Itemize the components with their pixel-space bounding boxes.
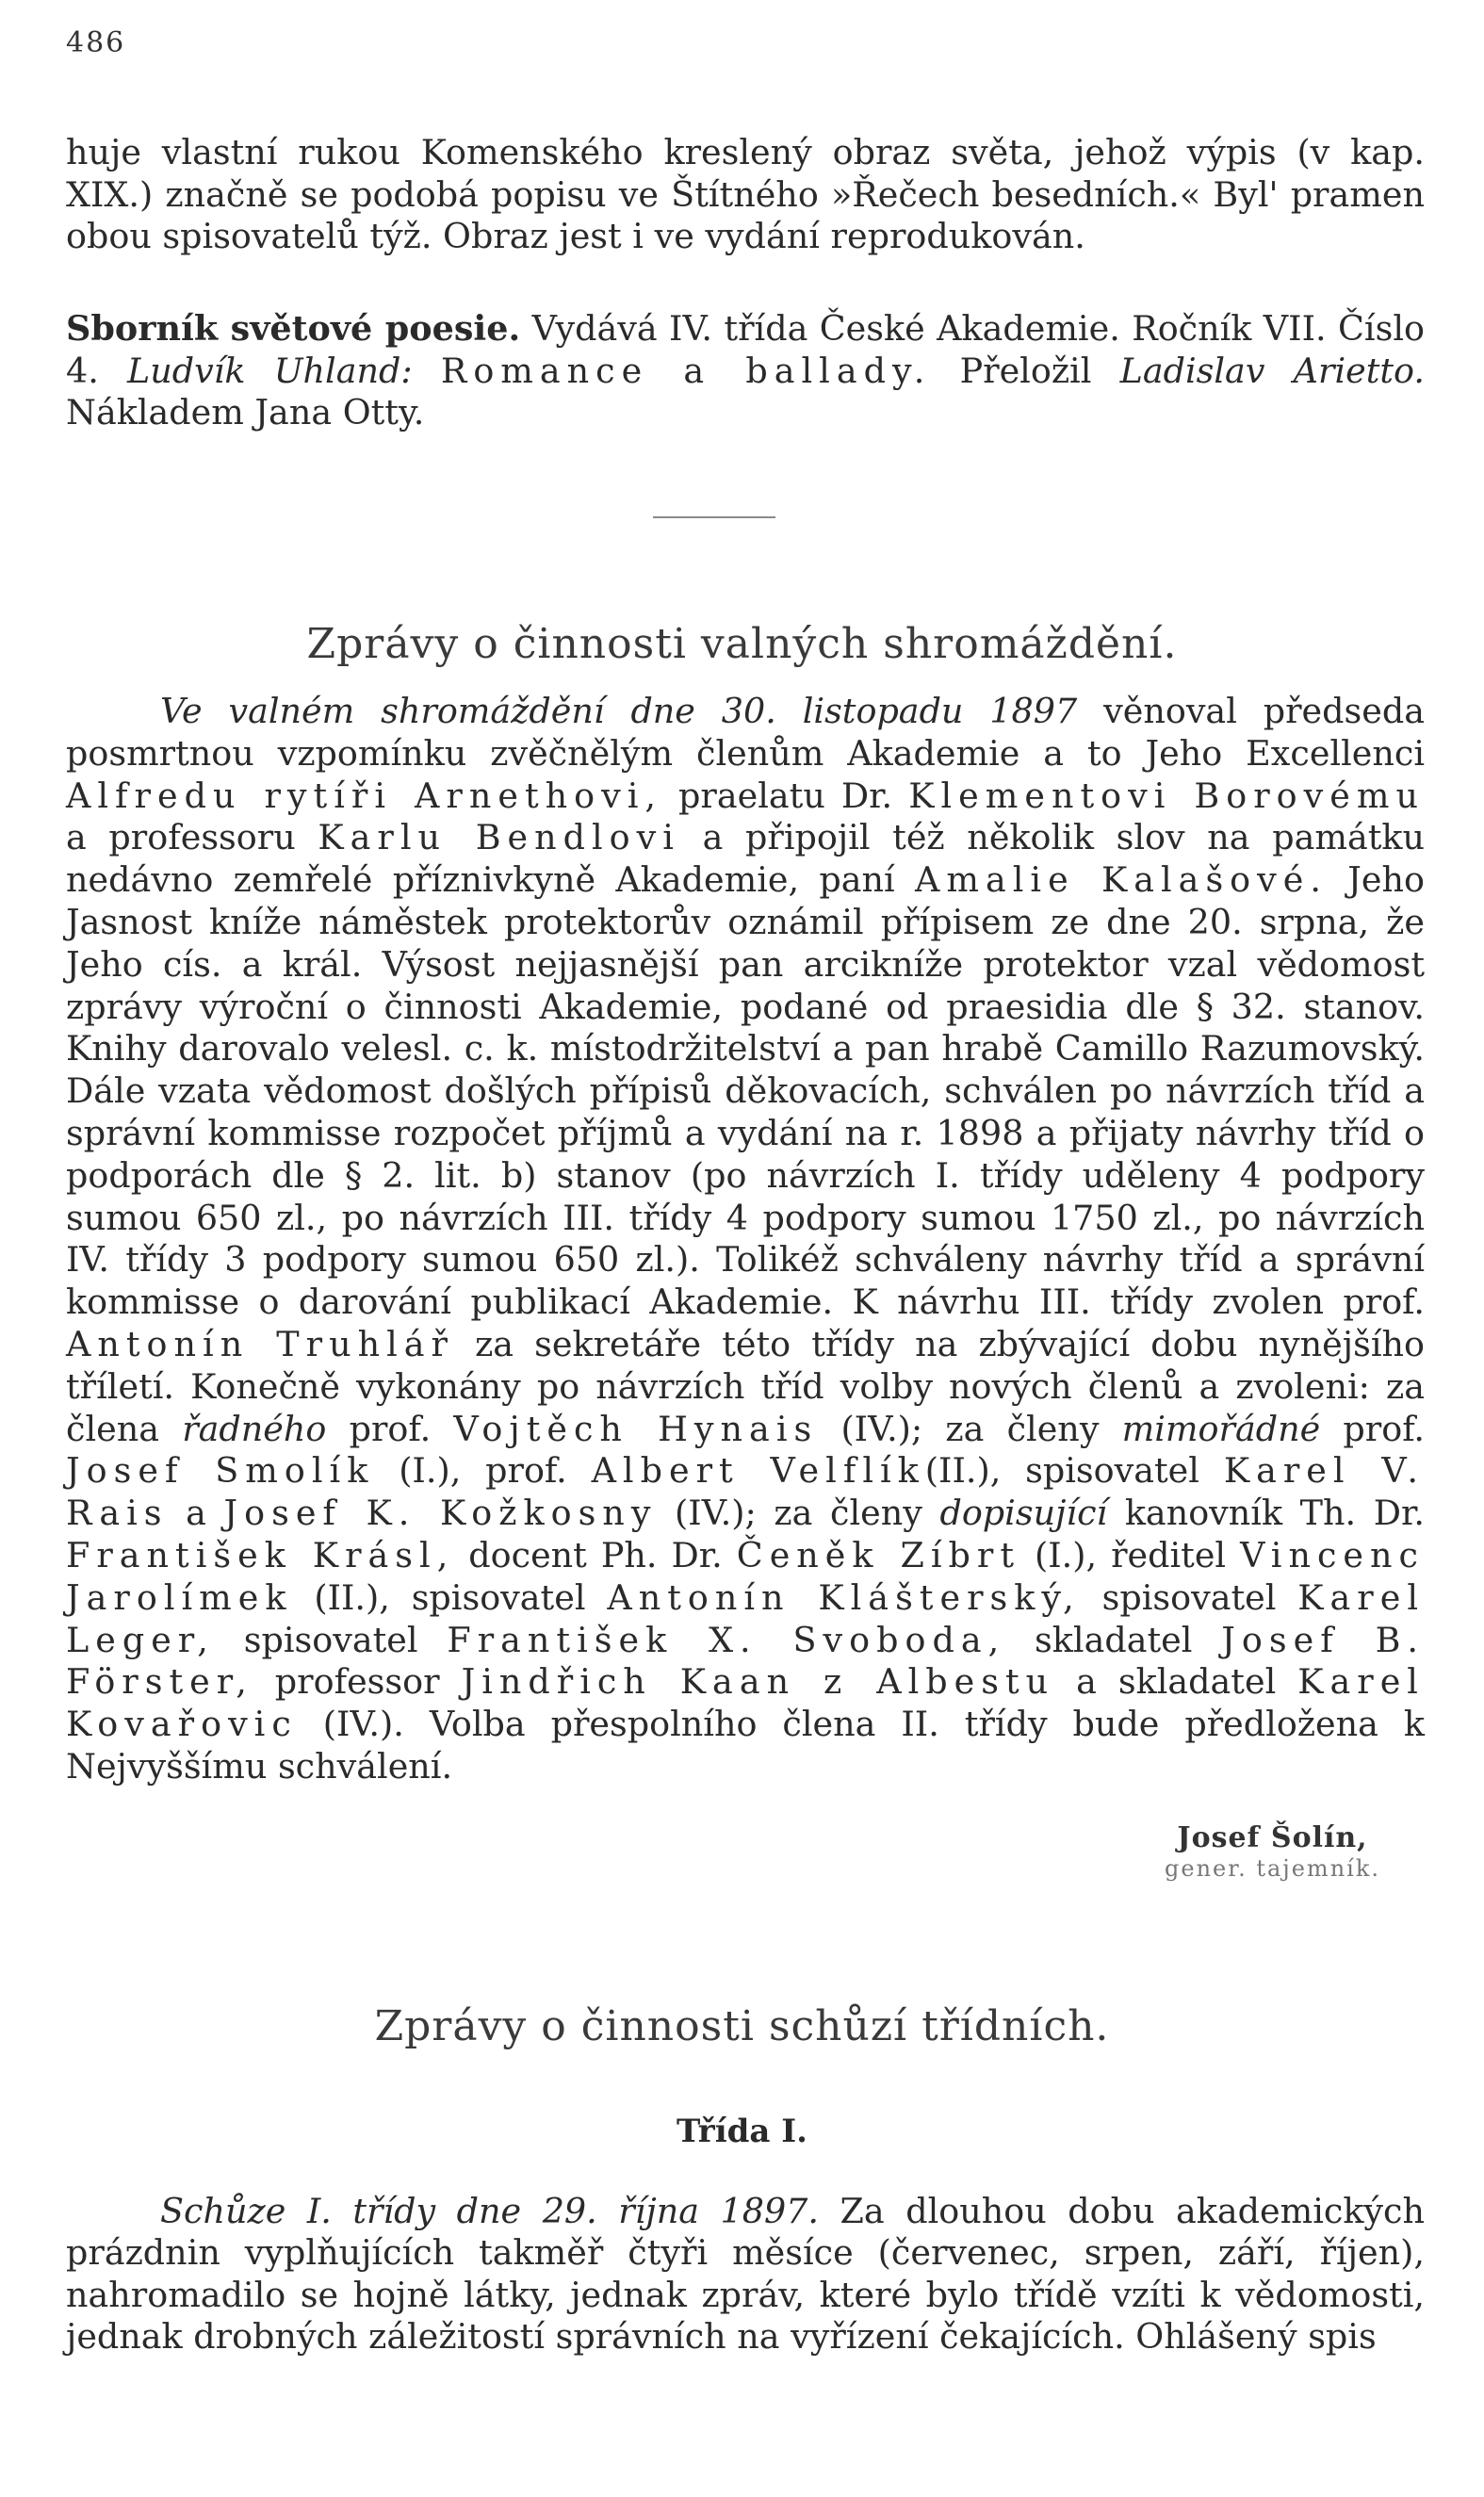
text-span: spisovatel <box>1101 1576 1277 1618</box>
person-name: Karel Leger, <box>66 1576 1426 1660</box>
member-category: dopisující <box>939 1493 1108 1534</box>
text-span: věnoval předseda posmrtnou vzpomínku zvěčnělým členům Akademie a to Jeho Excellenci <box>66 691 1425 774</box>
text-span: skladatel <box>1035 1619 1193 1660</box>
text-span: prof. <box>349 1408 432 1449</box>
text-span: Za dlouhou dobu akademických prázdnin vyplňujících takměř čtyři měsíce (červenec, srpen, září, říjen), nahromadilo se hojně látky, jednak zpráv, které bylo třídě vzíti k vědomosti, jednak drobných záležitostí správních na vyřízení čekajících. Ohlášený spis <box>66 2191 1426 2358</box>
person-name: Jindřich Kaan z Albestu <box>461 1661 1055 1703</box>
sbornik-text-3: Nákladem Jana Otty. <box>66 392 425 433</box>
paragraph-valne-shromazdeni <box>66 691 1425 1788</box>
paragraph-sbornik <box>66 308 1425 434</box>
sbornik-text-1: Vydává IV. třída České Akademie. Ročník VII. Číslo 4. <box>66 308 1425 391</box>
person-name: Vincenc Jarolímek <box>66 1534 1425 1618</box>
signature-role: gener. tajemník. <box>1165 1855 1380 1882</box>
sbornik-text-2: Přeložil <box>959 350 1092 391</box>
person-name: Karel Kovařovic <box>66 1661 1425 1745</box>
section-divider <box>653 516 775 518</box>
person-name: František Krásl, <box>66 1534 455 1575</box>
person-name: Karel V. Rais <box>66 1450 1425 1534</box>
signature-name: Josef Šolín, <box>1177 1821 1368 1854</box>
text-span: a <box>186 1493 206 1534</box>
person-name: Čeněk Zíbrt <box>736 1534 1021 1575</box>
paragraph-schuze-i-tridy <box>66 2191 1425 2358</box>
sbornik-work: Romance a ballady. <box>440 350 932 391</box>
text-span: (II.), spisovatel <box>314 1576 586 1618</box>
text-span: (IV.); za členy <box>675 1493 922 1534</box>
text-span: prof. <box>1343 1408 1426 1449</box>
person-name: Antonín Truhlář <box>66 1323 454 1364</box>
text-span: (I.), ředitel <box>1035 1534 1227 1575</box>
person-name: Vojtěch Hynais <box>453 1408 819 1449</box>
signature-block <box>1165 1823 1380 1884</box>
heading-valna-shromazdeni: Zprávy o činnosti valných shromáždění. <box>306 620 1178 668</box>
heading-schuze-tridni: Zprávy o činnosti schůzí třídních. <box>374 2002 1110 2050</box>
paragraph-komensky: huje vlastní rukou Komenského kreslený obraz světa, jehož výpis (v kap. XIX.) značně se podobá popisu ve Štítného »Řečech besedních.« Byl' pramen obou spisovatelů týž. Obraz jest i ve vydání reprodukován. <box>66 132 1425 257</box>
person-name: Antonín Klášterský, <box>607 1576 1081 1618</box>
person-name: Alfredu rytíři Arnethovi, <box>66 775 663 816</box>
sbornik-title: Sborník světové poesie. <box>66 308 521 349</box>
person-name: Josef B. Förster, <box>66 1619 1425 1703</box>
meeting-date-lead: Schůze I. třídy dne 29. října 1897. <box>160 2191 819 2231</box>
text-span: kanovník Th. Dr. <box>1124 1493 1426 1534</box>
text-span: a skladatel <box>1076 1661 1277 1703</box>
text-span: za sekretáře této třídy na zbývající dobu nynějšího tříletí. Konečně vykonány po návrzích tříd volby nových členů a zvoleni: za člena <box>66 1323 1425 1449</box>
text-span: (I.), prof. <box>399 1450 567 1492</box>
text-span: spisovatel <box>243 1619 418 1660</box>
text-span: a professoru <box>66 817 296 858</box>
person-name: Josef Smolík <box>66 1450 375 1492</box>
person-name: Amalie Kalašové. <box>915 859 1328 901</box>
text-span: (II.), spisovatel <box>924 1450 1199 1492</box>
sbornik-translator: Ladislav Arietto. <box>1119 350 1425 391</box>
member-category: mimořádné <box>1121 1408 1321 1449</box>
member-category: řadného <box>182 1408 327 1449</box>
sbornik-author: Ludvík Uhland: <box>127 350 413 391</box>
person-name: František X. Svoboda, <box>447 1619 1006 1660</box>
text-span: Jeho Jasnost kníže náměstek protektorův oznámil přípisem ze dne 20. srpna, že Jeho cís. a král. Výsost nejjasnější pan arcikníže protektor vzal vědomost zprávy výroční o činnosti Akademie, podané od praesidia dle § 32. stanov. Knihy darovalo velesl. c. k. místodržitelství a pan hrabě Camillo Razumovský. Dále vzata vědomost došlých přípisů děkovacích, schválen po návrzích tříd a správní kommisse rozpočet příjmů a vydání na r. 1898 a přijaty návrhy tříd o podporách dle § 2. lit. b) stanov (po návrzích I. třídy uděleny 4 podpory sumou 650 zl., po návrzích III. třídy 4 podpory sumou 1750 zl., po návrzích IV. třídy 3 podpory sumou 650 zl.). Tolikéž schváleny návrhy tříd a správní kommisse o darování publikací Akademie. K návrhu III. třídy zvolen prof. <box>66 859 1426 1323</box>
text-span: (IV.). Volba přespolního člena II. třídy bude předložena k Nejvyššímu schválení. <box>66 1704 1425 1787</box>
person-name: Karlu Bendlovi <box>318 817 680 858</box>
person-name: Albert Velflík <box>591 1450 925 1492</box>
page-number: 486 <box>66 26 126 59</box>
text-span: a připojil též několik slov na památku nedávno zemřelé příznivkyně Akademie, paní <box>66 817 1426 901</box>
meeting-date-lead: Ve valném shromáždění dne 30. listopadu 1897 <box>160 691 1078 731</box>
text-span: professor <box>274 1661 440 1703</box>
subheading-trida-1: Třída I. <box>676 2113 808 2150</box>
person-name: Klementovi Borovému <box>908 775 1425 816</box>
text-span: praelatu Dr. <box>678 775 893 816</box>
text-span: (IV.); za členy <box>840 1408 1100 1449</box>
person-name: Josef K. Kožkosny <box>223 1493 658 1534</box>
text-span: docent Ph. Dr. <box>468 1534 723 1575</box>
